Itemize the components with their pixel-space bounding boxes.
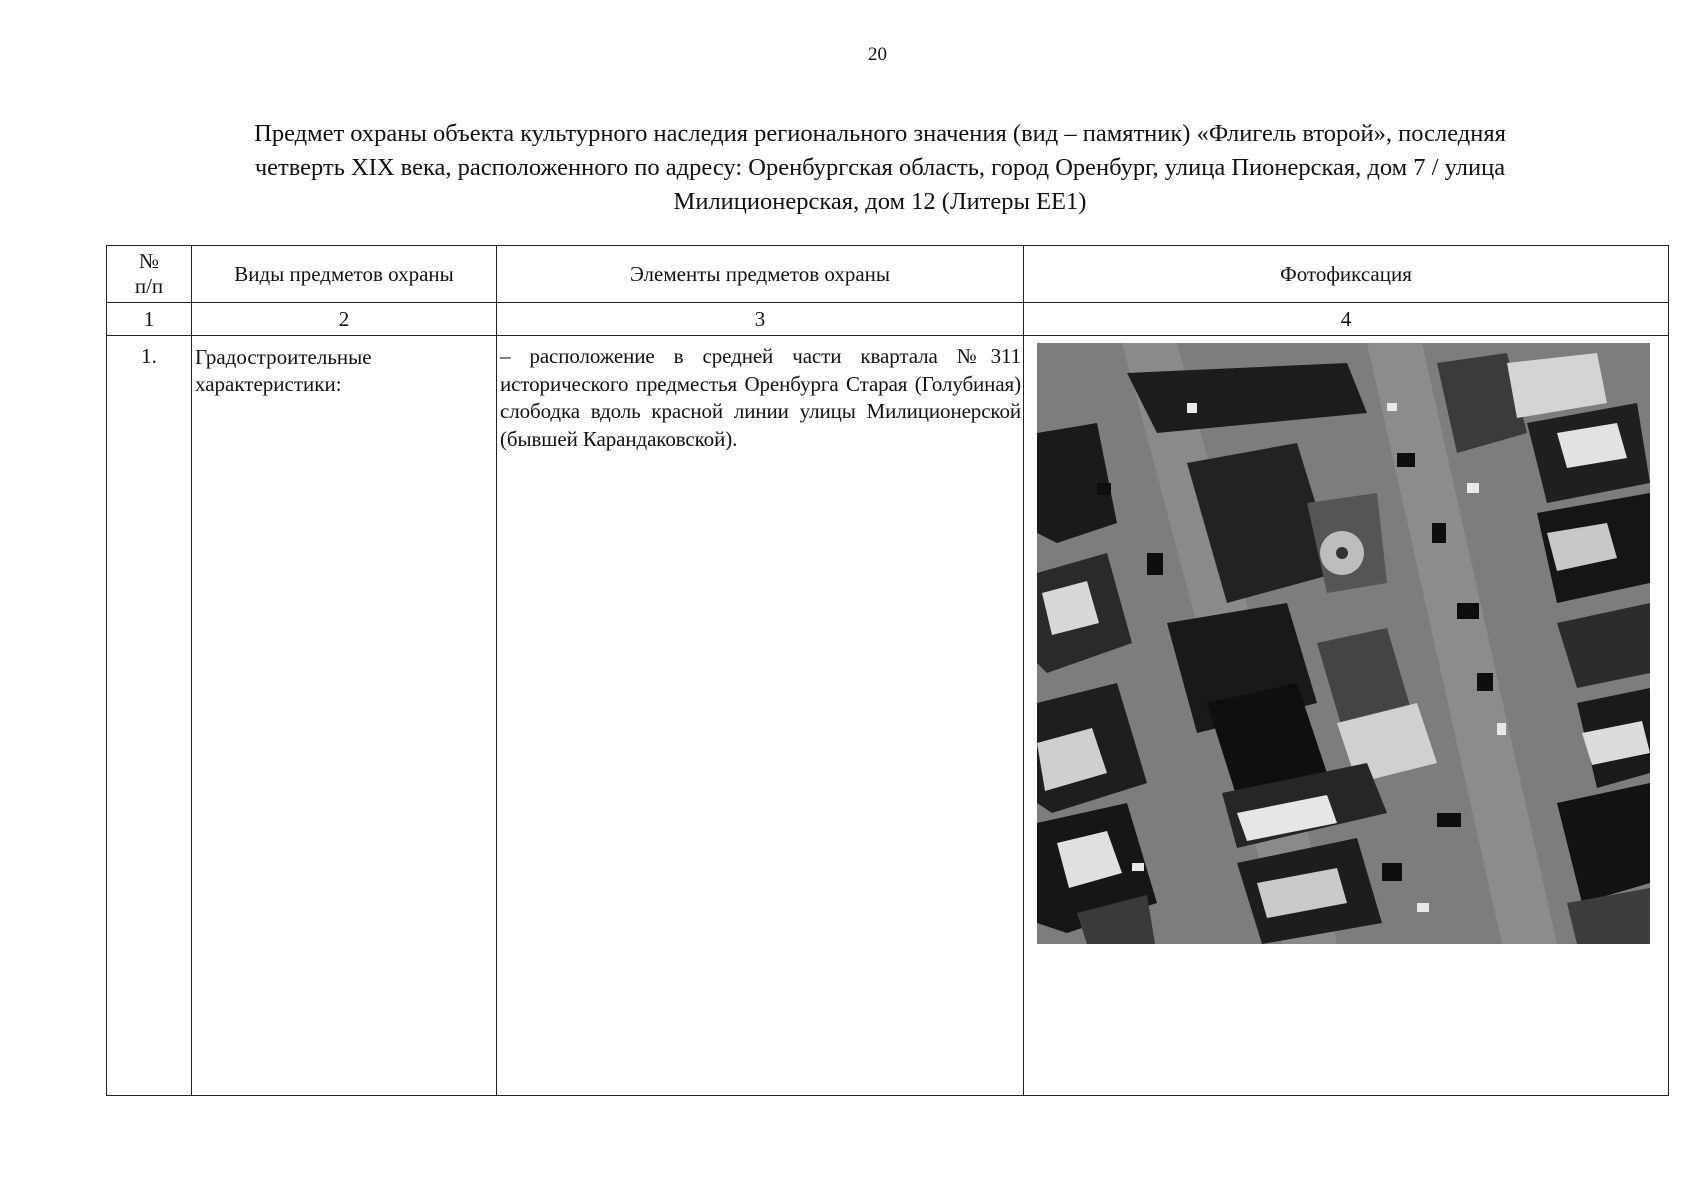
column-number: 1 (107, 303, 192, 336)
page-number: 20 (868, 44, 887, 65)
column-number: 3 (497, 303, 1024, 336)
document-title (148, 117, 1612, 219)
column-number: 2 (192, 303, 497, 336)
header-protection-types: Виды предметов охраны (192, 246, 497, 303)
protection-element-text: – расположение в средней части квартала №311 исторического предместья Оренбурга Старая (Голубиная) слободка вдоль красной линии улицы Милиционерской (бывшей Карандаковской). (497, 336, 1024, 1096)
photo-cell (1024, 336, 1669, 1096)
courtyard-shape (1336, 547, 1348, 559)
column-number-row (107, 303, 1669, 336)
aerial-photo (1037, 343, 1650, 944)
protection-type-line: характеристики: (195, 372, 342, 396)
header-protection-elements: Элементы предметов охраны (497, 246, 1024, 303)
header-photo: Фотофиксация (1024, 246, 1669, 303)
protection-type-line: Градостроительные (195, 345, 372, 369)
header-number: № п/п (107, 246, 192, 303)
row-number: 1. (107, 336, 192, 1096)
column-number: 4 (1024, 303, 1669, 336)
table-header-row (107, 246, 1669, 303)
title-line-2: четверть XIX века, расположенного по адресу: Оренбургская область, город Оренбург, улица Пионерская, дом 7 / улица (254, 154, 1506, 181)
title-line-1: Предмет охраны объекта культурного наследия регионального значения (вид – памятник) «Флигель второй», последняя (254, 120, 1506, 147)
title-line-3: Милиционерская, дом 12 (Литеры ЕЕ1) (673, 188, 1087, 215)
aerial-photo-image (1037, 343, 1650, 944)
table-row (107, 336, 1669, 1096)
protection-type-cell (192, 336, 497, 1096)
protection-subject-table (106, 245, 1669, 1096)
